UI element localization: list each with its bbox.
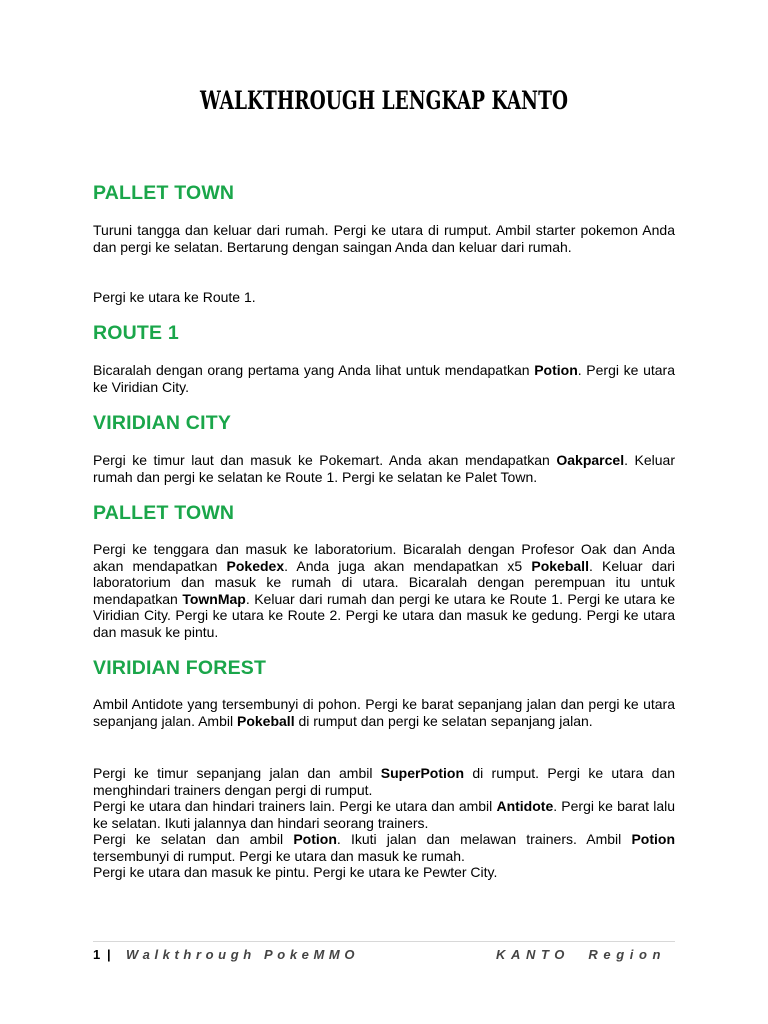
footer-region: KANTO Region [496,947,667,962]
footer-title: Walkthrough PokeMMO [126,947,360,962]
footer-divider [93,941,675,942]
paragraph: Pergi ke timur sepanjang jalan dan ambil SuperPotion di rumput. Pergi ke utara dan menghindari trainers dengan pergi di rumput. Pergi ke utara dan hindari trainers lain. Pergi ke utara dan ambil Antidote. Pergi ke barat lalu ke selatan. Ikuti jalannya dan hindari seorang trainers. Pergi ke selatan dan ambil Potion. Ikuti jalan dan melawan trainers. Ambil Potion tersembunyi di rumput. Pergi ke utara dan masuk ke rumah. Pergi ke utara dan masuk ke pintu. Pergi ke utara ke Pewter City. [93,765,676,880]
paragraph: Ambil Antidote yang tersembunyi di pohon. Pergi ke barat sepanjang jalan dan pergi ke utara sepanjang jalan. Ambil Pokeball di rumput dan pergi ke selatan sepanjang jalan. [93,696,675,729]
page-footer [93,947,675,963]
section-heading-route-1: ROUTE 1 [93,322,179,344]
paragraph: Turuni tangga dan keluar dari rumah. Pergi ke utara di rumput. Ambil starter pokemon Anda dan pergi ke selatan. Bertarung dengan saingan Anda dan keluar dari rumah. [93,222,675,255]
page-number: 1 [93,947,101,962]
footer-separator: | [107,947,111,962]
paragraph: Pergi ke tenggara dan masuk ke laboratorium. Bicaralah dengan Profesor Oak dan Anda akan mendapatkan Pokedex. Anda juga akan mendapatkan x5 Pokeball. Keluar dari laboratorium dan masuk ke rumah di utara. Bicaralah dengan perempuan itu untuk mendapatkan TownMap. Keluar dari rumah dan pergi ke utara ke Route 1. Pergi ke utara ke Viridian City. Pergi ke utara ke Route 2. Pergi ke utara dan masuk ke gedung. Pergi ke utara dan masuk ke pintu. [93,541,676,640]
paragraph: Pergi ke timur laut dan masuk ke Pokemart. Anda akan mendapatkan Oakparcel. Keluar rumah dan pergi ke selatan ke Route 1. Pergi ke selatan ke Palet Town. [93,452,675,485]
paragraph: Bicaralah dengan orang pertama yang Anda lihat untuk mendapatkan Potion. Pergi ke utara ke Viridian City. [93,362,676,395]
paragraph: Pergi ke utara ke Route 1. [93,289,256,305]
section-heading-viridian-city: VIRIDIAN CITY [93,412,232,434]
section-heading-viridian-forest: VIRIDIAN FOREST [93,657,267,679]
section-heading-pallet-town: PALLET TOWN [93,182,235,204]
section-heading-pallet-town-2: PALLET TOWN [93,502,235,524]
document-title: WALKTHROUGH LENGKAP KANTO [200,86,568,115]
